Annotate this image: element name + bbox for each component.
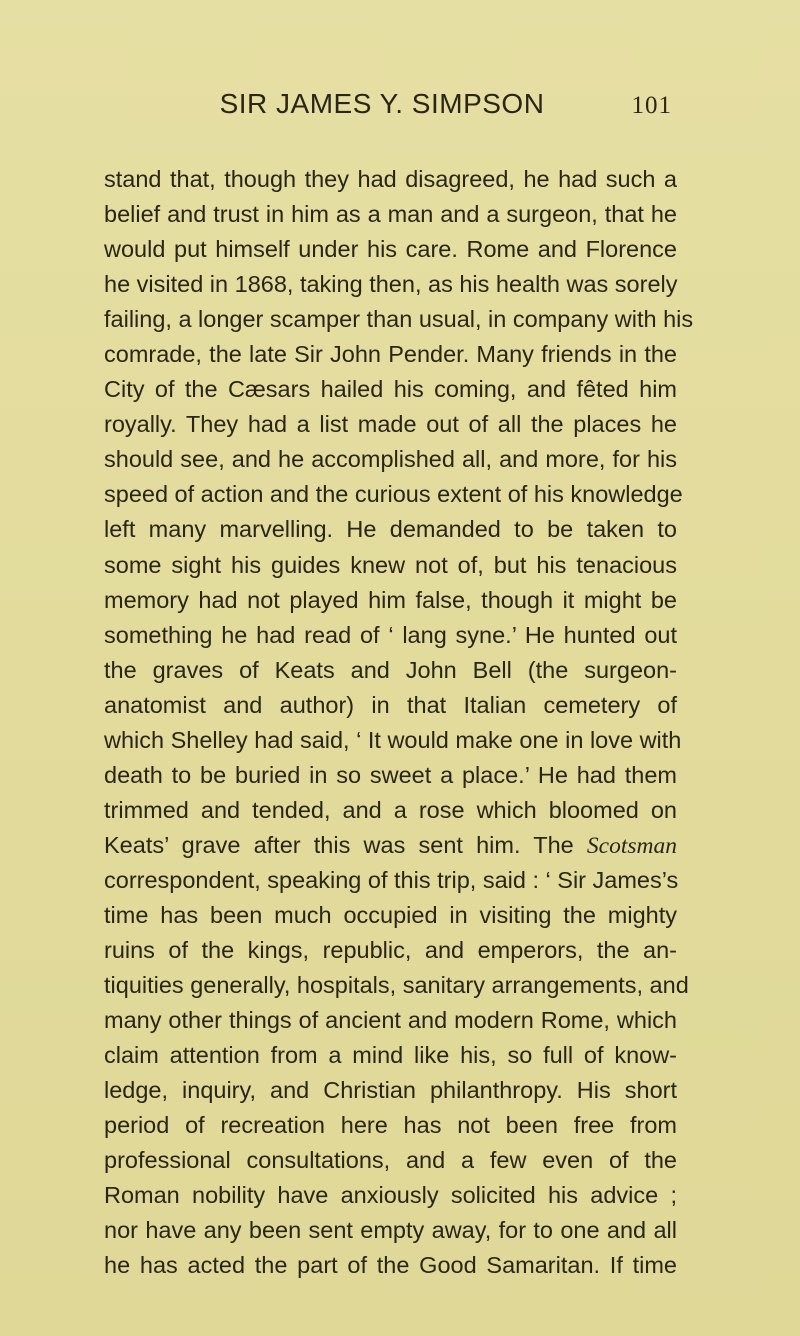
text-line: time has been much occupied in visiting the mighty [104,901,677,928]
page-number: 101 [631,92,672,119]
text-line: period of recreation here has not been free from [104,1112,677,1139]
text-line: left many marvelling. He demanded to be taken to [104,516,677,543]
text-line: which Shelley had said, ‘ It would make one in love with [104,726,682,753]
text-line: Roman nobility have anxiously solicited his advice ; [104,1182,677,1209]
text-line: correspondent, speaking of this trip, said : ‘ Sir James’s [104,866,679,893]
newspaper-title: Scotsman [586,832,677,859]
text-line: comrade, the late Sir John Pender. Many friends in the [104,341,677,368]
text-line: ruins of the kings, republic, and emperors, the an- [104,937,677,964]
text-line: he has acted the part of the Good Samaritan. If time [104,1252,677,1279]
running-title: SIR JAMES Y. SIMPSON [219,88,545,119]
text-line: trimmed and tended, and a rose which bloomed on [104,796,677,823]
text-line: he visited in 1868, taking then, as his health was sorely [104,271,678,298]
text-line: many other things of ancient and modern Rome, which [104,1007,677,1034]
text-line: City of the Cæsars hailed his coming, and fêted him [104,376,677,403]
text-line: royally. They had a list made out of all the places he [104,411,677,438]
body-text [104,162,694,1284]
running-head [112,84,672,124]
text-line: anatomist and author) in that Italian cemetery of [104,691,677,718]
text-line: nor have any been sent empty away, for to one and all [104,1217,677,1244]
text-line-with-italic [104,828,677,863]
text-line: tiquities generally, hospitals, sanitary arrangements, and [104,972,689,999]
text-line: something he had read of ‘ lang syne.’ He hunted out [104,621,677,648]
text-line: claim attention from a mind like his, so full of know- [104,1042,677,1069]
text-line: some sight his guides knew not of, but his tenacious [104,551,677,578]
text-line-start: Keats’ grave after this was sent him. The [104,831,574,858]
text-line: belief and trust in him as a man and a surgeon, that he [104,201,677,228]
text-line: should see, and he accomplished all, and more, for his [104,446,677,473]
text-line: would put himself under his care. Rome and Florence [104,236,677,263]
text-line: stand that, though they had disagreed, he had such a [104,166,677,192]
text-line: memory had not played him false, though it might be [104,586,677,613]
text-line: death to be buried in so sweet a place.’ He had them [104,761,677,788]
text-line: the graves of Keats and John Bell (the surgeon- [104,656,677,683]
text-line: ledge, inquiry, and Christian philanthropy. His short [104,1077,677,1104]
text-line: professional consultations, and a few even of the [104,1147,677,1174]
text-line: failing, a longer scamper than usual, in company with his [104,306,694,333]
text-line: speed of action and the curious extent of his knowledge [104,481,683,508]
